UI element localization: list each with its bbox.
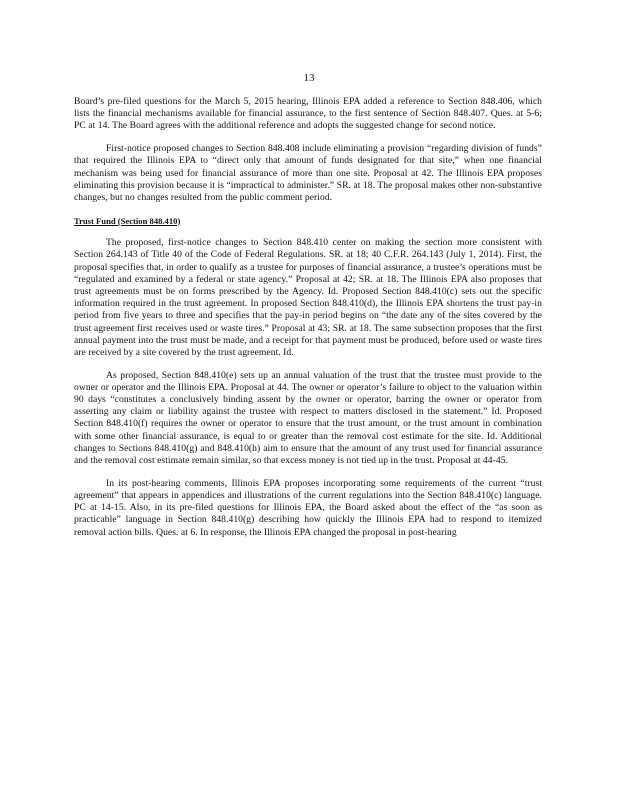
document-body (74, 96, 542, 539)
paragraph-post-hearing-comments: In its post-hearing comments, Illinois EPA proposes incorporating some requirements of the current “trust agreement” that appears in appendices and illustrations of the current regulations into the Section 848.410(c) language. PC at 14-15. Also, in its pre-filed questions for Illinois EPA, the Board asked about the effect of the “as soon as practicable” language in Section 848.410(g) describing how quickly the Illinois EPA had to respond to itemized removal action bills. Ques. at 6. In response, the Illinois EPA changed the proposal in post-hearing (74, 477, 542, 538)
paragraph-trust-fund-intro: The proposed, first-notice changes to Section 848.410 center on making the section more consistent with Section 264.143 of Title 40 of the Code of Federal Regulations. SR. at 18; 40 C.F.R. 264.143 (July 1, 2014). First, the proposal specifies that, in order to qualify as a trustee for purposes of financial assurance, a trustee’s operations must be “regulated and examined by a federal or state agency.” Proposal at 42; SR. at 18. The Illinois EPA also proposes that trust agreements must be on forms prescribed by the Agency. Id. Proposed Section 848.410(c) sets out the specific information required in the trust agreement. In proposed Section 848.410(d), the Illinois EPA shortens the trust pay-in period from five years to three and specifies that the pay-in period begins on “the date any of the sites covered by the trust agreement first receives used or waste tires.” Proposal at 43; SR. at 18. The same subsection proposes that the first annual payment into the trust must be made, and a receipt for that payment must be produced, before used or waste tires are received by a site covered by the trust agreement. Id. (74, 237, 542, 358)
section-heading-trust-fund: Trust Fund (Section 848.410) (74, 215, 181, 226)
paragraph-continuation: Board’s pre-filed questions for the March 5, 2015 hearing, Illinois EPA added a reference to Section 848.406, which lists the financial mechanisms available for financial assurance, to the first sentence of Section 848.407. Ques. at 5-6; PC at 14. The Board agrees with the additional reference and adopts the suggested change for second notice. (74, 96, 542, 132)
paragraph-section-848-408: First-notice proposed changes to Section 848.408 include eliminating a provision “regarding division of funds” that required the Illinois EPA to “direct only that amount of funds designated for that site,” when one financial mechanism was being used for financial assurance of more than one site. Proposal at 42. The Illinois EPA proposes eliminating this provision because it is “impractical to administer.” SR. at 18. The proposal makes other non-substantive changes, but no changes resulted from the public comment period. (74, 143, 542, 203)
page-number: 13 (303, 72, 315, 84)
paragraph-trust-valuation: As proposed, Section 848.410(e) sets up an annual valuation of the trust that the trustee must provide to the owner or operator and the Illinois EPA. Proposal at 44. The owner or operator’s failure to object to the valuation within 90 days “constitutes a conclusively binding assent by the owner or operator, barring the owner or operator from asserting any claim or liability against the trustee with respect to matters disclosed in the statement.” Id. Proposed Section 848.410(f) requires the owner or operator to ensure that the trust amount, or the trust amount in combination with some other financial assurance, is equal to or greater than the removal cost estimate for the site. Id. Additional changes to Sections 848.410(g) and 848.410(h) aim to ensure that the amount of any trust used for financial assurance and the removal cost estimate remain similar, so that excess money is not tied up in the trust. Proposal at 44-45. (74, 369, 542, 467)
